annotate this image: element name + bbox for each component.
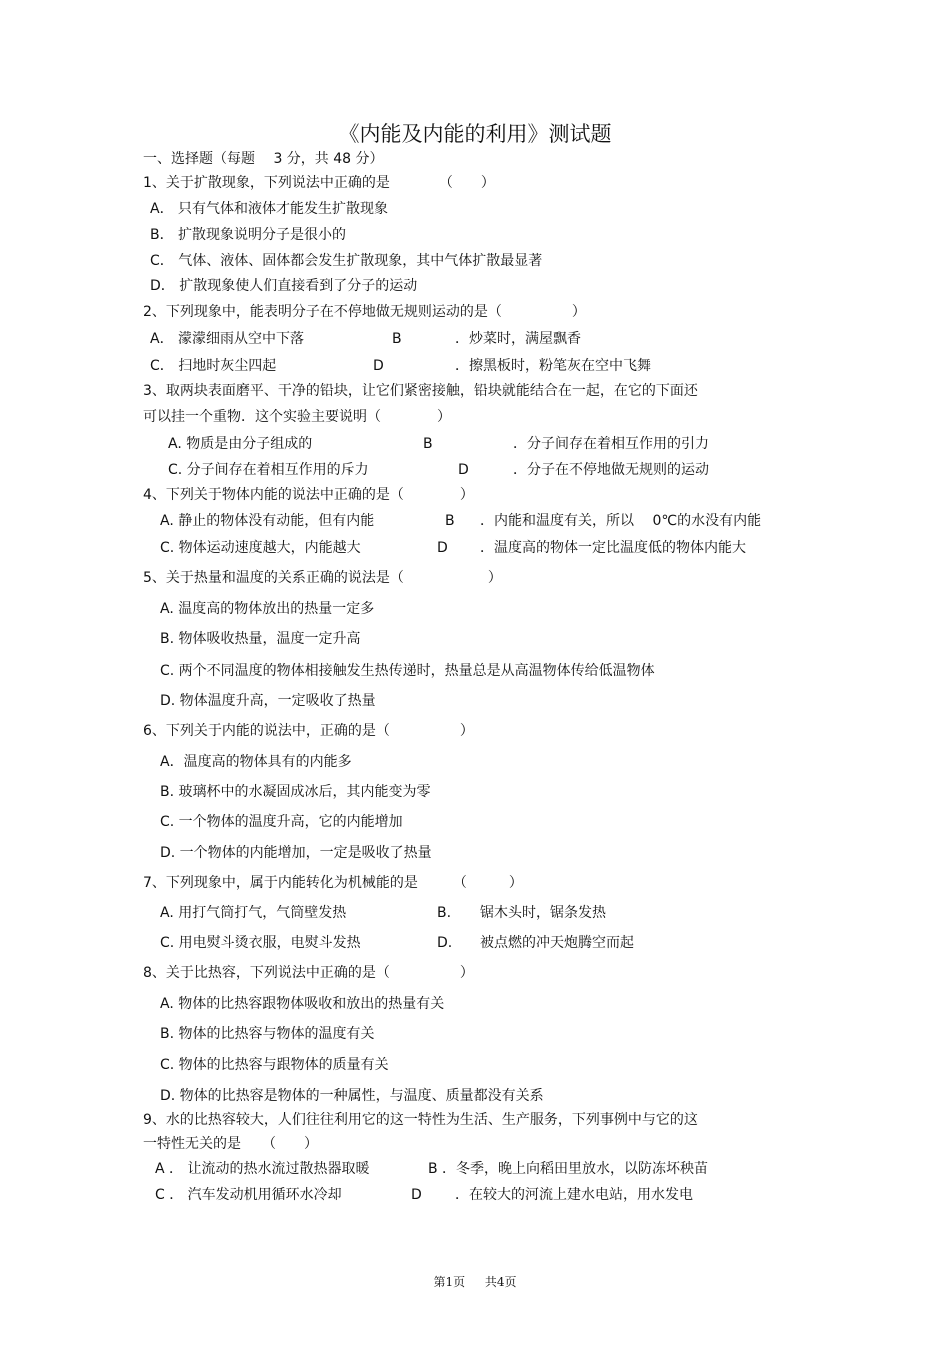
question-7-stem: 7、下列现象中，属于内能转化为机械能的是 （ ） <box>143 875 523 891</box>
question-2-option-a: A． 濛濛细雨从空中下落 <box>150 331 305 347</box>
question-8-stem: 8、关于比热容，下列说法中正确的是（ ） <box>143 965 474 981</box>
question-1-option-d: D． 扩散现象使人们直接看到了分子的运动 <box>150 278 418 294</box>
question-6-option-a: A．温度高的物体具有的内能多 <box>160 754 352 770</box>
page-total: 共4页 <box>484 1275 517 1289</box>
question-3-stem-line-1: 3、取两块表面磨平、干净的铅块，让它们紧密接触，铅块就能结合在一起，在它的下面还 <box>143 383 698 399</box>
question-3-option-d: ．分子在不停地做无规则的运动 <box>513 462 709 478</box>
question-1-option-a: A． 只有气体和液体才能发生扩散现象 <box>150 201 389 217</box>
page-number: 第1页 <box>433 1275 466 1289</box>
question-4-option-d: ．温度高的物体一定比温度低的物体内能大 <box>480 540 746 556</box>
question-9-stem-line-2: 一特性无关的是 （ ） <box>143 1136 318 1152</box>
question-4-option-b-letter: B <box>445 513 455 529</box>
question-2-option-b: ．炒菜时，满屋飘香 <box>455 331 581 347</box>
question-7-option-b-letter: B. <box>437 905 452 921</box>
question-1-stem: 1、关于扩散现象，下列说法中正确的是 （ ） <box>143 175 495 191</box>
question-3-stem-line-2: 可以挂一个重物．这个实验主要说明（ ） <box>143 409 451 425</box>
question-7-option-a: A. 用打气筒打气，气筒壁发热 <box>160 905 347 921</box>
page-footer <box>0 1273 950 1290</box>
question-2-option-c: C． 扫地时灰尘四起 <box>150 358 277 374</box>
question-6-option-c: C. 一个物体的温度升高，它的内能增加 <box>160 814 403 830</box>
question-5-option-d: D. 物体温度升高，一定吸收了热量 <box>160 693 376 709</box>
question-3-option-b-letter: B <box>423 436 433 452</box>
question-2-option-b-letter: B <box>392 331 402 347</box>
question-4-option-d-letter: D <box>437 540 448 556</box>
question-3-option-a: A. 物质是由分子组成的 <box>168 436 313 452</box>
question-2-stem: 2、下列现象中，能表明分子在不停地做无规则运动的是（ ） <box>143 304 586 320</box>
question-5-option-a: A. 温度高的物体放出的热量一定多 <box>160 601 375 617</box>
question-4-option-b: ．内能和温度有关，所以 0℃的水没有内能 <box>480 513 762 529</box>
document-title: 《内能及内能的利用》测试题 <box>338 122 612 146</box>
question-2-option-d-letter: D <box>373 358 384 374</box>
question-3-option-d-letter: D <box>458 462 469 478</box>
question-9-option-d: ．在较大的河流上建水电站，用水发电 <box>455 1187 693 1203</box>
question-7-option-d-letter: D. <box>437 935 453 951</box>
question-7-option-c: C. 用电熨斗烫衣服，电熨斗发热 <box>160 935 361 951</box>
question-5-option-b: B. 物体吸收热量，温度一定升高 <box>160 631 361 647</box>
section-heading: 一、选择题（每题 3 分，共 48 分） <box>143 151 384 167</box>
question-4-option-a: A. 静止的物体没有动能，但有内能 <box>160 513 375 529</box>
question-9-option-c: C ． 汽车发动机用循环水冷却 <box>155 1187 342 1203</box>
question-8-option-d: D. 物体的比热容是物体的一种属性，与温度、质量都没有关系 <box>160 1088 544 1104</box>
question-1-option-c: C． 气体、液体、固体都会发生扩散现象，其中气体扩散最显著 <box>150 253 543 269</box>
question-7-option-d: 被点燃的冲天炮腾空而起 <box>480 935 634 951</box>
question-4-option-c: C. 物体运动速度越大，内能越大 <box>160 540 361 556</box>
question-9-option-a: A ． 让流动的热水流过散热器取暖 <box>155 1161 370 1177</box>
question-8-option-b: B. 物体的比热容与物体的温度有关 <box>160 1026 375 1042</box>
question-6-option-b: B. 玻璃杯中的水凝固成冰后，其内能变为零 <box>160 784 431 800</box>
question-9-option-b: B ．冬季，晚上向稻田里放水，以防冻坏秧苗 <box>428 1161 709 1177</box>
question-7-option-b: 锯木头时，锯条发热 <box>480 905 606 921</box>
question-6-stem: 6、下列关于内能的说法中，正确的是（ ） <box>143 723 474 739</box>
question-8-option-c: C. 物体的比热容与跟物体的质量有关 <box>160 1057 389 1073</box>
question-5-option-c: C. 两个不同温度的物体相接触发生热传递时，热量总是从高温物体传给低温物体 <box>160 663 655 679</box>
question-2-option-d: ．擦黑板时，粉笔灰在空中飞舞 <box>455 358 651 374</box>
question-5-stem: 5、关于热量和温度的关系正确的说法是（ ） <box>143 570 502 586</box>
question-8-option-a: A. 物体的比热容跟物体吸收和放出的热量有关 <box>160 996 445 1012</box>
question-3-option-b: ．分子间存在着相互作用的引力 <box>513 436 709 452</box>
question-1-option-b: B． 扩散现象说明分子是很小的 <box>150 227 347 243</box>
question-6-option-d: D. 一个物体的内能增加，一定是吸收了热量 <box>160 845 432 861</box>
question-3-option-c: C. 分子间存在着相互作用的斥力 <box>168 462 369 478</box>
question-9-option-d-letter: D <box>411 1187 422 1203</box>
question-4-stem: 4、下列关于物体内能的说法中正确的是（ ） <box>143 487 474 503</box>
question-9-stem-line-1: 9、水的比热容较大，人们往往利用它的这一特性为生活、生产服务，下列事例中与它的这 <box>143 1112 698 1128</box>
